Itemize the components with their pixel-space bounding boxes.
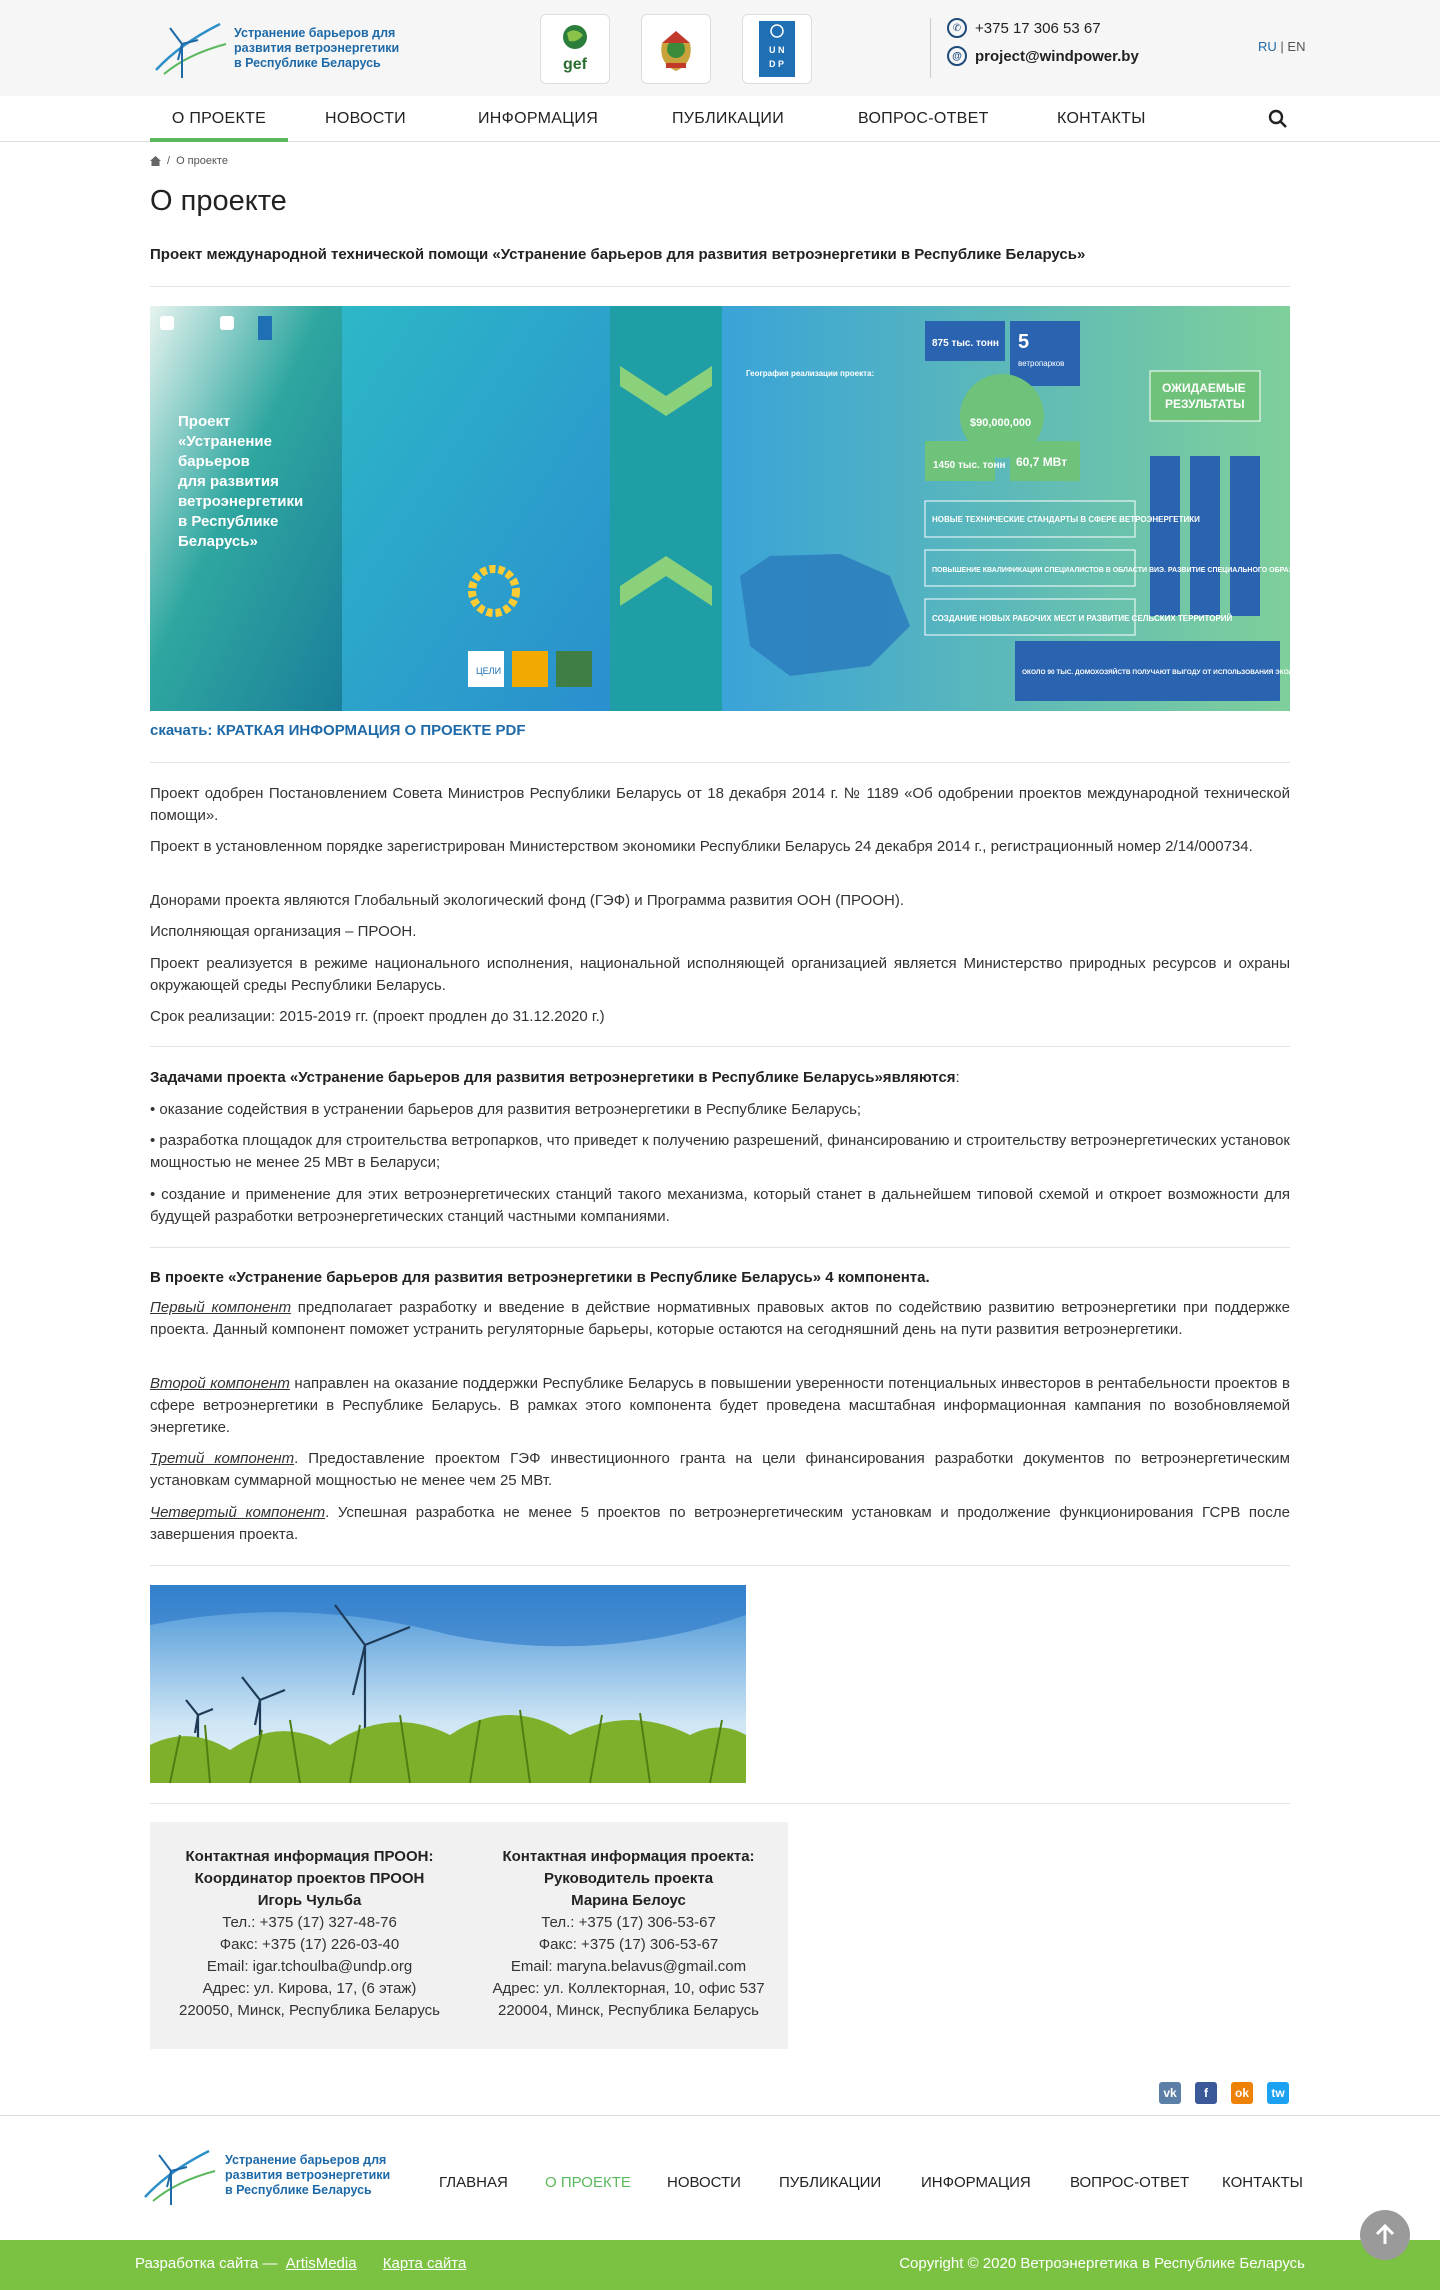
- components-heading: В проекте «Устранение барьеров для развития ветроэнергетики в Республике Беларусь» 4 компонента.: [150, 1269, 930, 1286]
- logo-text: Устранение барьеров для развития ветроэнергетики в Республике Беларусь: [234, 25, 400, 70]
- footer-nav-about[interactable]: О ПРОЕКТЕ: [545, 2174, 631, 2191]
- svg-text:875 тыс. тонн: 875 тыс. тонн: [932, 338, 999, 349]
- nav-faq[interactable]: ВОПРОС-ОТВЕТ: [858, 110, 989, 127]
- paragraph: Проект в установленном порядке зарегистрирован Министерством экономики Республики Беларусь 24 декабря 2014 г., регистрационный номер 2/14/000734.: [150, 838, 1253, 855]
- breadcrumb-separator: /: [167, 155, 171, 167]
- bottom-bar: [0, 2240, 1440, 2290]
- copyright: Copyright © 2020 Ветроэнергетика в Республике Беларусь: [899, 2255, 1305, 2272]
- lang-separator: |: [1280, 39, 1284, 54]
- main-nav: [0, 96, 1440, 142]
- developer-link[interactable]: ArtisMedia: [285, 2255, 357, 2272]
- svg-text:Проект«Устранениебарьеровдля р: Проект «Устранение барьеров для развития ветроэнергетики в Республике Беларусь»: [178, 413, 304, 550]
- footer: [0, 2115, 1440, 2240]
- svg-text:ОКОЛО 90 ТЫС. ДОМОХОЗЯЙСТВ ПОЛ: ОКОЛО 90 ТЫС. ДОМОХОЗЯЙСТВ ПОЛУЧАЮТ ВЫГОДУ ОТ ИСПОЛЬЗОВАНИЯ ЭКОЛОГИЧЕСКИ ЧИСТОЙ ЭНЕРГИИ ВЕТРА: [1022, 669, 1415, 676]
- nav-about[interactable]: О ПРОЕКТЕ: [150, 96, 288, 142]
- svg-text:U N: U N: [769, 45, 785, 55]
- footer-nav-information[interactable]: ИНФОРМАЦИЯ: [921, 2174, 1031, 2191]
- wind-turbine-logo-icon: [137, 2141, 221, 2209]
- project-contacts: Контактная информация проекта: Руководитель проекта Марина Белоус Тел.: +375 (17) 306-53-67 Факс: +375 (17) 306-53-67 Email: maryna.belavus@gmail.com Адрес: ул. Коллекторная, 10, офис 537 220004, Минск, Республика Беларусь: [469, 1846, 788, 2049]
- svg-text:5: 5: [1018, 331, 1030, 353]
- language-switcher: [1258, 39, 1305, 54]
- wind-turbines-photo: [150, 1585, 746, 1783]
- coat-of-arms-icon: [654, 23, 698, 75]
- contacts-box: [150, 1822, 788, 2049]
- svg-text:СОЗДАНИЕ НОВЫХ РАБОЧИХ МЕСТ И: СОЗДАНИЕ НОВЫХ РАБОЧИХ МЕСТ И РАЗВИТИЕ СЕЛЬСКИХ ТЕРРИТОРИЙ: [932, 614, 1233, 623]
- home-icon[interactable]: [150, 156, 161, 166]
- nav-news[interactable]: НОВОСТИ: [325, 110, 406, 127]
- vk-icon[interactable]: vk: [1159, 2082, 1181, 2104]
- nav-information[interactable]: ИНФОРМАЦИЯ: [478, 110, 599, 127]
- svg-text:D P: D P: [769, 59, 785, 69]
- phone-line[interactable]: [947, 18, 1139, 38]
- paragraph: Проект одобрен Постановлением Совета Министров Республики Беларусь от 18 декабря 2014 г. № 1189 «Об одобрении проектов международной технической помощи».: [150, 785, 1290, 824]
- paragraph: Исполняющая организация – ПРООН.: [150, 923, 417, 940]
- email-address: project@windpower.by: [975, 47, 1139, 65]
- nav-publications[interactable]: ПУБЛИКАЦИИ: [672, 110, 784, 127]
- footer-nav-faq[interactable]: ВОПРОС-ОТВЕТ: [1070, 2174, 1190, 2191]
- divider: [150, 1247, 1290, 1248]
- wind-turbine-logo-icon: [150, 14, 230, 82]
- arrow-up-icon: [1375, 2224, 1395, 2246]
- tasks-heading: Задачами проекта «Устранение барьеров для развития ветроэнергетики в Республике Беларусь»являются:: [150, 1069, 960, 1086]
- divider: [150, 1046, 1290, 1047]
- undp-icon: [755, 19, 799, 79]
- component-2: Второй компонент направлен на оказание поддержки Республике Беларусь в повышении уверенности потенциальных инвесторов в рентабельности проектов в сфере ветроэнергетики в Республике Беларусь. В рамках этого компонента будет проведена масштабная информационная кампания по возобновляемой энергетике.: [150, 1375, 1290, 1436]
- infographic-image: [150, 306, 1415, 711]
- sitemap-link[interactable]: Карта сайта: [382, 2255, 467, 2272]
- breadcrumb: [150, 155, 228, 167]
- paragraph: Донорами проекта являются Глобальный экологический фонд (ГЭФ) и Программа развития ООН (ПРООН).: [150, 892, 904, 909]
- task-item: • создание и применение для этих ветроэнергетических станций такого механизма, который станет в дальнейшем типовой схемой и откроет возможности для будущей разработки ветроэнергетических станций частными компаниями.: [150, 1186, 1290, 1225]
- svg-text:НОВЫЕ ТЕХНИЧЕСКИЕ СТАНДАРТЫ В: НОВЫЕ ТЕХНИЧЕСКИЕ СТАНДАРТЫ В СФЕРЕ ВЕТРОЭНЕРГЕТИКИ: [932, 515, 1200, 524]
- header-contacts: [930, 18, 1139, 78]
- divider: [150, 762, 1290, 763]
- svg-text:География реализации проекта:: География реализации проекта:: [746, 369, 875, 378]
- project-infographic[interactable]: [150, 306, 1415, 711]
- undp-email[interactable]: Email: igar.tchoulba@undp.org: [206, 1958, 413, 1975]
- footer-nav-home[interactable]: ГЛАВНАЯ: [439, 2174, 508, 2191]
- top-header: [0, 0, 1440, 96]
- gef-logo[interactable]: [540, 14, 610, 84]
- paragraph: Проект реализуется в режиме национального исполнения, национальной исполняющей организацией является Министерство природных ресурсов и охраны окружающей среды Республики Беларусь.: [150, 955, 1290, 994]
- gef-globe-icon: [551, 21, 599, 77]
- breadcrumb-current: О проекте: [176, 155, 228, 167]
- facebook-icon[interactable]: f: [1195, 2082, 1217, 2104]
- footer-nav-news[interactable]: НОВОСТИ: [667, 2174, 741, 2191]
- task-item: • оказание содействия в устранении барьеров для развития ветроэнергетики в Республике Беларусь;: [150, 1101, 862, 1118]
- lang-en[interactable]: EN: [1287, 39, 1306, 54]
- svg-text:ветропарков: ветропарков: [1018, 359, 1065, 368]
- task-item: • разработка площадок для строительства ветропарков, что приведет к получению разрешений, финансированию и строительству ветроэнергетических установок мощностью не менее 25 МВт в Беларуси;: [150, 1132, 1290, 1171]
- site-logo[interactable]: [150, 14, 425, 82]
- scroll-to-top-button[interactable]: [1360, 2210, 1410, 2260]
- coat-of-arms-logo[interactable]: [641, 14, 711, 84]
- svg-text:ПОВЫШЕНИЕ КВАЛИФИКАЦИИ СПЕЦИАЛ: ПОВЫШЕНИЕ КВАЛИФИКАЦИИ СПЕЦИАЛИСТОВ В ОБЛАСТИ ВИЭ. РАЗВИТИЕ СПЕЦИАЛЬНОГО ОБРАЗОВАНИЯ: [932, 567, 1324, 574]
- svg-text:РЕЗУЛЬТАТЫ: РЕЗУЛЬТАТЫ: [1165, 397, 1245, 411]
- divider: [150, 286, 1290, 287]
- svg-text:gef: gef: [563, 56, 587, 73]
- at-icon: @: [947, 46, 967, 66]
- footer-nav-publications[interactable]: ПУБЛИКАЦИИ: [779, 2174, 882, 2191]
- download-link[interactable]: скачать: КРАТКАЯ ИНФОРМАЦИЯ О ПРОЕКТЕ PDF: [150, 722, 526, 739]
- download-pdf-link[interactable]: КРАТКАЯ ИНФОРМАЦИЯ О ПРОЕКТЕ PDF: [216, 722, 526, 739]
- footer-logo[interactable]: [137, 2140, 397, 2210]
- undp-logo[interactable]: [742, 14, 812, 84]
- component-1: Первый компонент предполагает разработку и введение в действие нормативных правовых актов по содействию развитию ветроэнергетики при поддержке проекта. Данный компонент поможет устранить регуляторные барьеры, которые остаются на сегодняшний день на пути развития ветроэнергетики.: [150, 1299, 1290, 1338]
- svg-text:1450 тыс. тонн: 1450 тыс. тонн: [933, 460, 1006, 471]
- component-3: Третий компонент. Предоставление проектом ГЭФ инвестиционного гранта на цели финансирования разработки документов по ветроэнергетическим установкам суммарной мощностью не менее чем 25 МВт.: [150, 1450, 1290, 1489]
- undp-contacts: Контактная информация ПРООН: Координатор проектов ПРООН Игорь Чульба Тел.: +375 (17) 327-48-76 Факс: +375 (17) 226-03-40 Email: igar.tchoulba@undp.org Адрес: ул. Кирова, 17, (6 этаж) 220050, Минск, Республика Беларусь: [150, 1846, 469, 2049]
- twitter-icon[interactable]: tw: [1267, 2082, 1289, 2104]
- phone-icon: ✆: [947, 18, 967, 38]
- email-line[interactable]: [947, 46, 1139, 66]
- odnoklassniki-icon[interactable]: ok: [1231, 2082, 1253, 2104]
- svg-text:ОЖИДАЕМЫЕ: ОЖИДАЕМЫЕ: [1162, 381, 1246, 395]
- svg-text:60,7 МВт: 60,7 МВт: [1016, 455, 1068, 469]
- page-subtitle: Проект международной технической помощи «Устранение барьеров для развития ветроэнергетики в Республике Беларусь»: [150, 246, 1086, 263]
- svg-text:$90,000,000: $90,000,000: [970, 417, 1032, 429]
- component-4: Четвертый компонент. Успешная разработка не менее 5 проектов по ветроэнергетическим установкам и продолжение функционирования ГСРВ после завершения проекта.: [150, 1504, 1290, 1543]
- developer-credit: Разработка сайта — ArtisMedia Карта сайта: [135, 2255, 467, 2272]
- project-email[interactable]: Email: maryna.belavus@gmail.com: [510, 1958, 747, 1975]
- divider: [150, 1565, 1290, 1566]
- phone-number: +375 17 306 53 67: [975, 19, 1101, 37]
- lang-ru[interactable]: RU: [1258, 39, 1277, 54]
- paragraph: Срок реализации: 2015-2019 гг. (проект продлен до 31.12.2020 г.): [150, 1008, 605, 1025]
- nav-contacts[interactable]: КОНТАКТЫ: [1057, 110, 1146, 127]
- footer-nav-contacts[interactable]: КОНТАКТЫ: [1222, 2174, 1303, 2191]
- search-icon[interactable]: [1268, 109, 1288, 129]
- page-title: О проекте: [150, 185, 287, 217]
- divider: [150, 1803, 1290, 1804]
- footer-logo-text: Устранение барьеров для развития ветроэнергетики в Республике Беларусь: [225, 2152, 391, 2197]
- svg-text:ЦЕЛИ: ЦЕЛИ: [476, 666, 502, 676]
